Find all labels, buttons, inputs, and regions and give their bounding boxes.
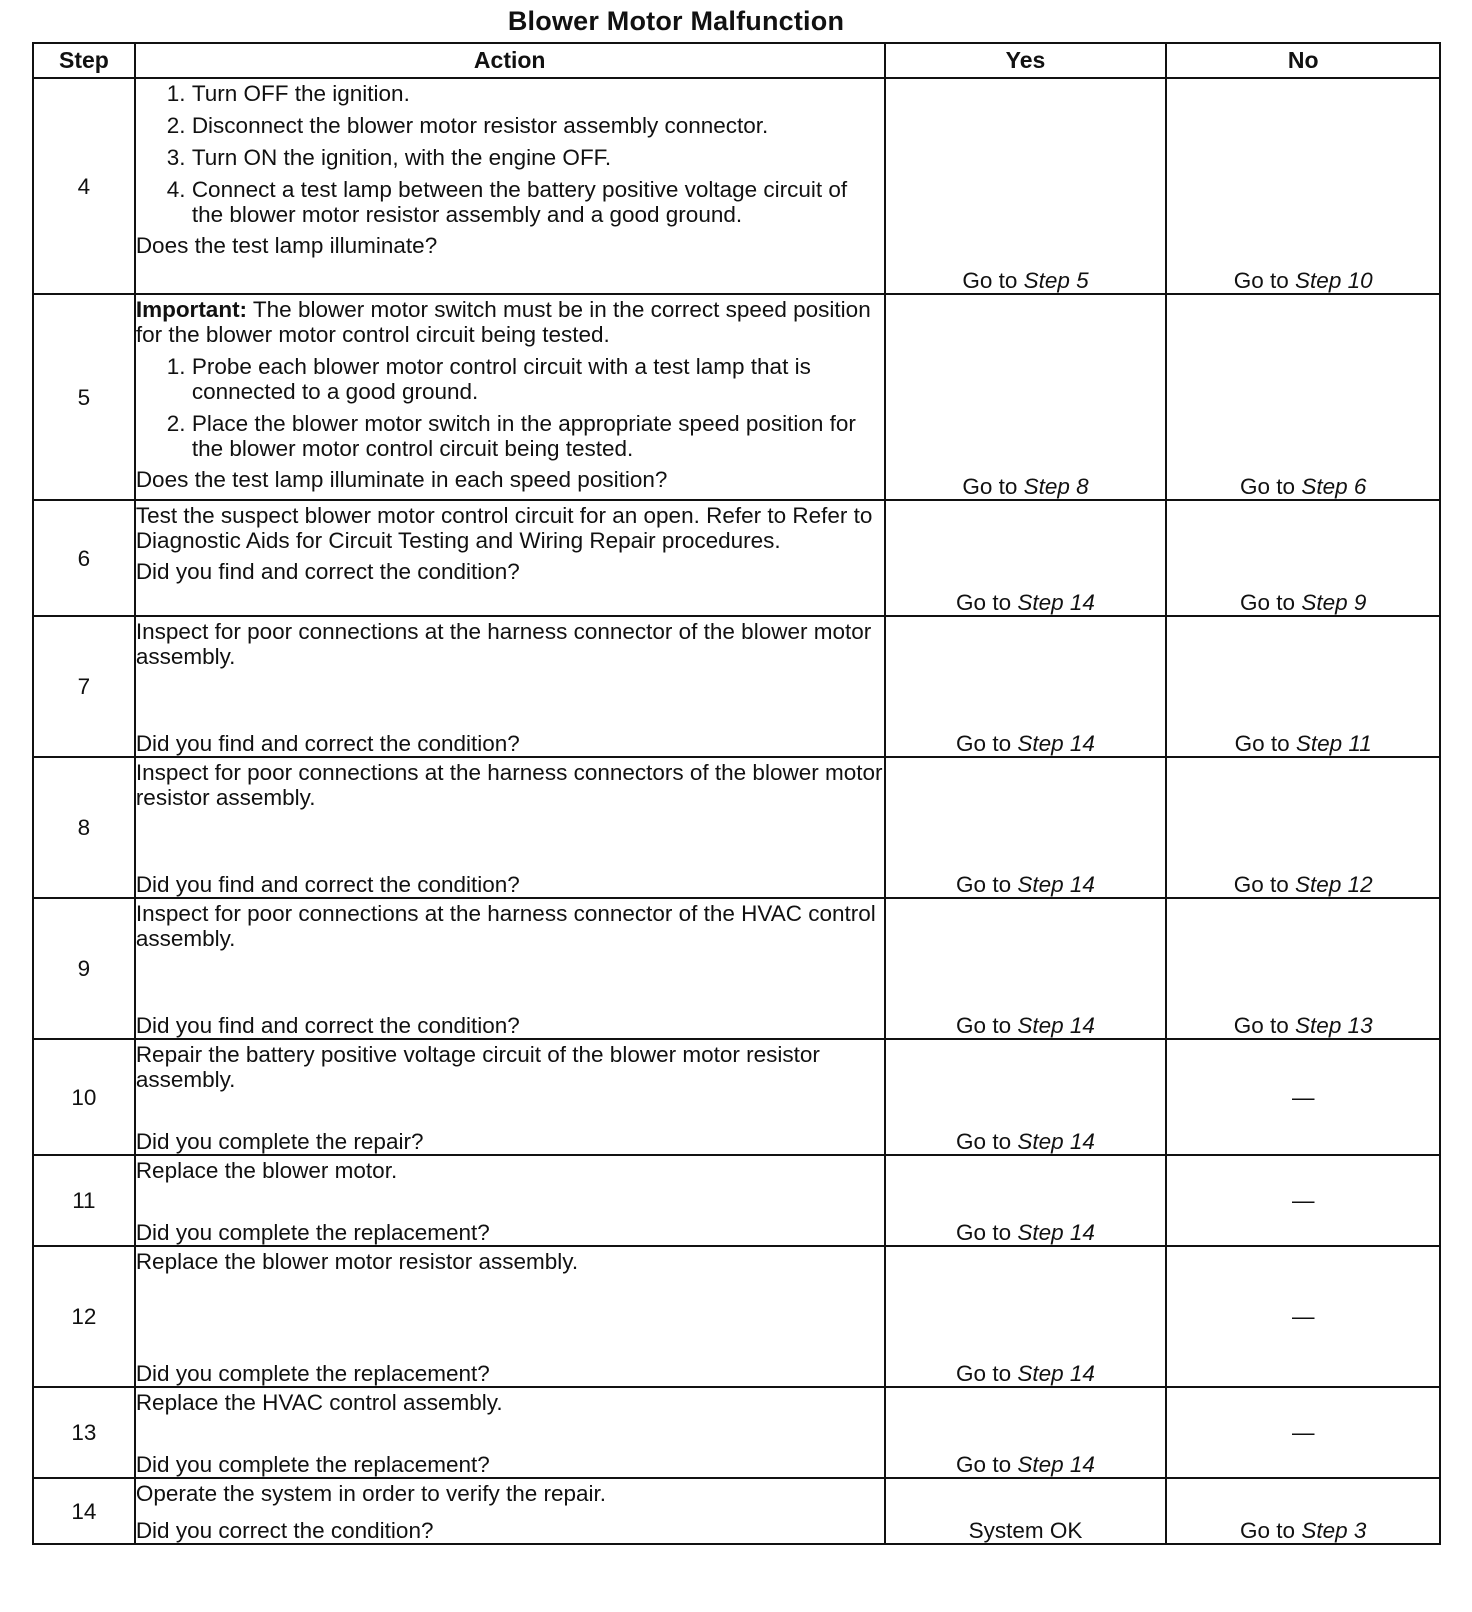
step-link: Step 3: [1301, 1518, 1367, 1543]
instruction-list: [136, 81, 884, 227]
instruction-item: 1. Probe each blower motor control circuit with a test lamp that is connected to a good ground.: [192, 354, 884, 404]
action-cell: [135, 1478, 885, 1544]
go-to-label: Go to: [962, 474, 1018, 499]
question: Did you find and correct the condition?: [135, 872, 520, 897]
step-link: Step 14: [1017, 1013, 1095, 1038]
no-cell: [1166, 757, 1440, 898]
header-step: Step: [33, 43, 135, 78]
question: Did you complete the replacement?: [135, 1452, 490, 1477]
go-to-label: Go to: [1240, 1518, 1296, 1543]
yes-cell: [885, 78, 1167, 294]
table-row: [33, 1387, 1440, 1478]
important-label: Important:: [135, 297, 248, 322]
action-cell: [135, 1039, 885, 1155]
yes-cell: [885, 1246, 1167, 1387]
step-link: Step 5: [1023, 268, 1089, 293]
go-to-label: Go to: [956, 731, 1012, 756]
no-cell: [1166, 500, 1440, 616]
go-to-label: Go to: [956, 1452, 1012, 1477]
table-row: [33, 294, 1440, 500]
action-text: Replace the blower motor.: [135, 1158, 398, 1183]
header-yes: Yes: [885, 43, 1167, 78]
no-cell: —: [1166, 1246, 1440, 1387]
yes-cell: [885, 898, 1167, 1039]
diagnostic-table: [32, 42, 1441, 1545]
step-number: 5: [33, 294, 135, 500]
question: Did you complete the replacement?: [135, 1361, 490, 1386]
important-text: The blower motor switch must be in the correct speed position for the blower motor control circuit being tested.: [135, 297, 871, 347]
step-number: 6: [33, 500, 135, 616]
action-layout: [136, 1247, 884, 1386]
table-row: [33, 1246, 1440, 1387]
table-row: [33, 898, 1440, 1039]
header-row: [33, 43, 1440, 78]
step-link: Step 14: [1017, 1361, 1095, 1386]
table-row: [33, 616, 1440, 757]
action-text: Test the suspect blower motor control circuit for an open. Refer to Refer to Diagnostic Aids for Circuit Testing and Wiring Repair procedures.: [135, 503, 873, 553]
yes-cell: [885, 616, 1167, 757]
action-layout: [136, 617, 884, 756]
yes-cell: [885, 500, 1167, 616]
step-link: Step 13: [1295, 1013, 1373, 1038]
go-to-label: Go to: [1233, 268, 1289, 293]
go-to-label: Go to: [956, 1361, 1012, 1386]
action-text: Replace the blower motor resistor assembly.: [135, 1249, 579, 1274]
question: Did you correct the condition?: [135, 1518, 434, 1543]
step-number: 9: [33, 898, 135, 1039]
action-cell: [135, 294, 885, 500]
question: Did you find and correct the condition?: [135, 1013, 520, 1038]
action-layout: [136, 1479, 884, 1543]
step-number: 8: [33, 757, 135, 898]
action-text: Inspect for poor connections at the harness connector of the HVAC control assembly.: [135, 901, 876, 951]
step-number: 14: [33, 1478, 135, 1544]
yes-cell: System OK: [885, 1478, 1167, 1544]
action-cell: [135, 757, 885, 898]
step-link: Step 14: [1017, 1220, 1095, 1245]
yes-cell: [885, 1387, 1167, 1478]
action-text: Inspect for poor connections at the harness connectors of the blower motor resistor assembly.: [135, 760, 883, 810]
action-text: Repair the battery positive voltage circuit of the blower motor resistor assembly.: [135, 1042, 820, 1092]
question: Did you complete the repair?: [135, 1129, 424, 1154]
action-cell: [135, 1155, 885, 1246]
action-layout: [136, 1156, 884, 1245]
step-link: Step 14: [1017, 731, 1095, 756]
action-text: Replace the HVAC control assembly.: [135, 1390, 503, 1415]
instruction-item: 2. Disconnect the blower motor resistor assembly connector.: [192, 113, 884, 138]
action-layout: [136, 1388, 884, 1477]
step-number: 12: [33, 1246, 135, 1387]
instruction-item: 4. Connect a test lamp between the battery positive voltage circuit of the blower motor resistor assembly and a good ground.: [192, 177, 884, 227]
no-cell: [1166, 898, 1440, 1039]
instruction-list: [136, 354, 884, 461]
no-cell: [1166, 1478, 1440, 1544]
action-cell: [135, 1387, 885, 1478]
question: Does the test lamp illuminate in each speed position?: [135, 467, 668, 492]
step-number: 13: [33, 1387, 135, 1478]
question: Did you find and correct the condition?: [135, 559, 520, 584]
table-row: [33, 78, 1440, 294]
step-number: 11: [33, 1155, 135, 1246]
question: Did you find and correct the condition?: [135, 731, 520, 756]
instruction-item: 1. Turn OFF the ignition.: [192, 81, 884, 106]
no-cell: [1166, 294, 1440, 500]
no-cell: —: [1166, 1039, 1440, 1155]
go-to-label: Go to: [1233, 872, 1289, 897]
step-link: Step 10: [1295, 268, 1373, 293]
table-row: [33, 1155, 1440, 1246]
step-link: Step 14: [1017, 1129, 1095, 1154]
go-to-label: Go to: [962, 268, 1018, 293]
action-text: Operate the system in order to verify the repair.: [135, 1481, 607, 1506]
yes-cell: [885, 294, 1167, 500]
yes-cell: [885, 1155, 1167, 1246]
step-link: Step 14: [1017, 872, 1095, 897]
step-link: Step 11: [1295, 731, 1372, 756]
question: Does the test lamp illuminate?: [135, 233, 438, 258]
go-to-label: Go to: [1240, 590, 1296, 615]
instruction-item: 2. Place the blower motor switch in the appropriate speed position for the blower motor control circuit being tested.: [192, 411, 884, 461]
action-cell: [135, 616, 885, 757]
step-link: Step 14: [1017, 590, 1095, 615]
yes-cell: [885, 1039, 1167, 1155]
instruction-item: 3. Turn ON the ignition, with the engine OFF.: [192, 145, 884, 170]
no-cell: [1166, 616, 1440, 757]
step-number: 10: [33, 1039, 135, 1155]
question: Did you complete the replacement?: [135, 1220, 490, 1245]
action-layout: [136, 1040, 884, 1154]
go-to-label: Go to: [1240, 474, 1296, 499]
step-number: 4: [33, 78, 135, 294]
go-to-label: Go to: [956, 1013, 1012, 1038]
page-title: Blower Motor Malfunction: [507, 6, 845, 36]
go-to-label: Go to: [956, 1129, 1012, 1154]
table-row: [33, 1478, 1440, 1544]
step-number: 7: [33, 616, 135, 757]
step-link: Step 8: [1023, 474, 1089, 499]
no-cell: —: [1166, 1387, 1440, 1478]
step-link: Step 9: [1301, 590, 1367, 615]
important-note: [136, 295, 884, 347]
action-layout: [136, 758, 884, 897]
step-link: Step 12: [1295, 872, 1373, 897]
action-cell: [135, 898, 885, 1039]
header-action: Action: [135, 43, 885, 78]
action-cell: [135, 1246, 885, 1387]
action-layout: [136, 899, 884, 1038]
action-cell: [135, 500, 885, 616]
step-link: Step 14: [1017, 1452, 1095, 1477]
no-cell: —: [1166, 1155, 1440, 1246]
header-no: No: [1166, 43, 1440, 78]
go-to-label: Go to: [956, 590, 1012, 615]
table-row: [33, 1039, 1440, 1155]
yes-cell: [885, 757, 1167, 898]
table-row: [33, 757, 1440, 898]
go-to-label: Go to: [1233, 1013, 1289, 1038]
table-row: [33, 500, 1440, 616]
no-cell: [1166, 78, 1440, 294]
action-cell: [135, 78, 885, 294]
action-text: Inspect for poor connections at the harness connector of the blower motor assembly.: [135, 619, 872, 669]
go-to-label: Go to: [1234, 731, 1290, 756]
step-link: Step 6: [1301, 474, 1367, 499]
go-to-label: Go to: [956, 1220, 1012, 1245]
go-to-label: Go to: [956, 872, 1012, 897]
